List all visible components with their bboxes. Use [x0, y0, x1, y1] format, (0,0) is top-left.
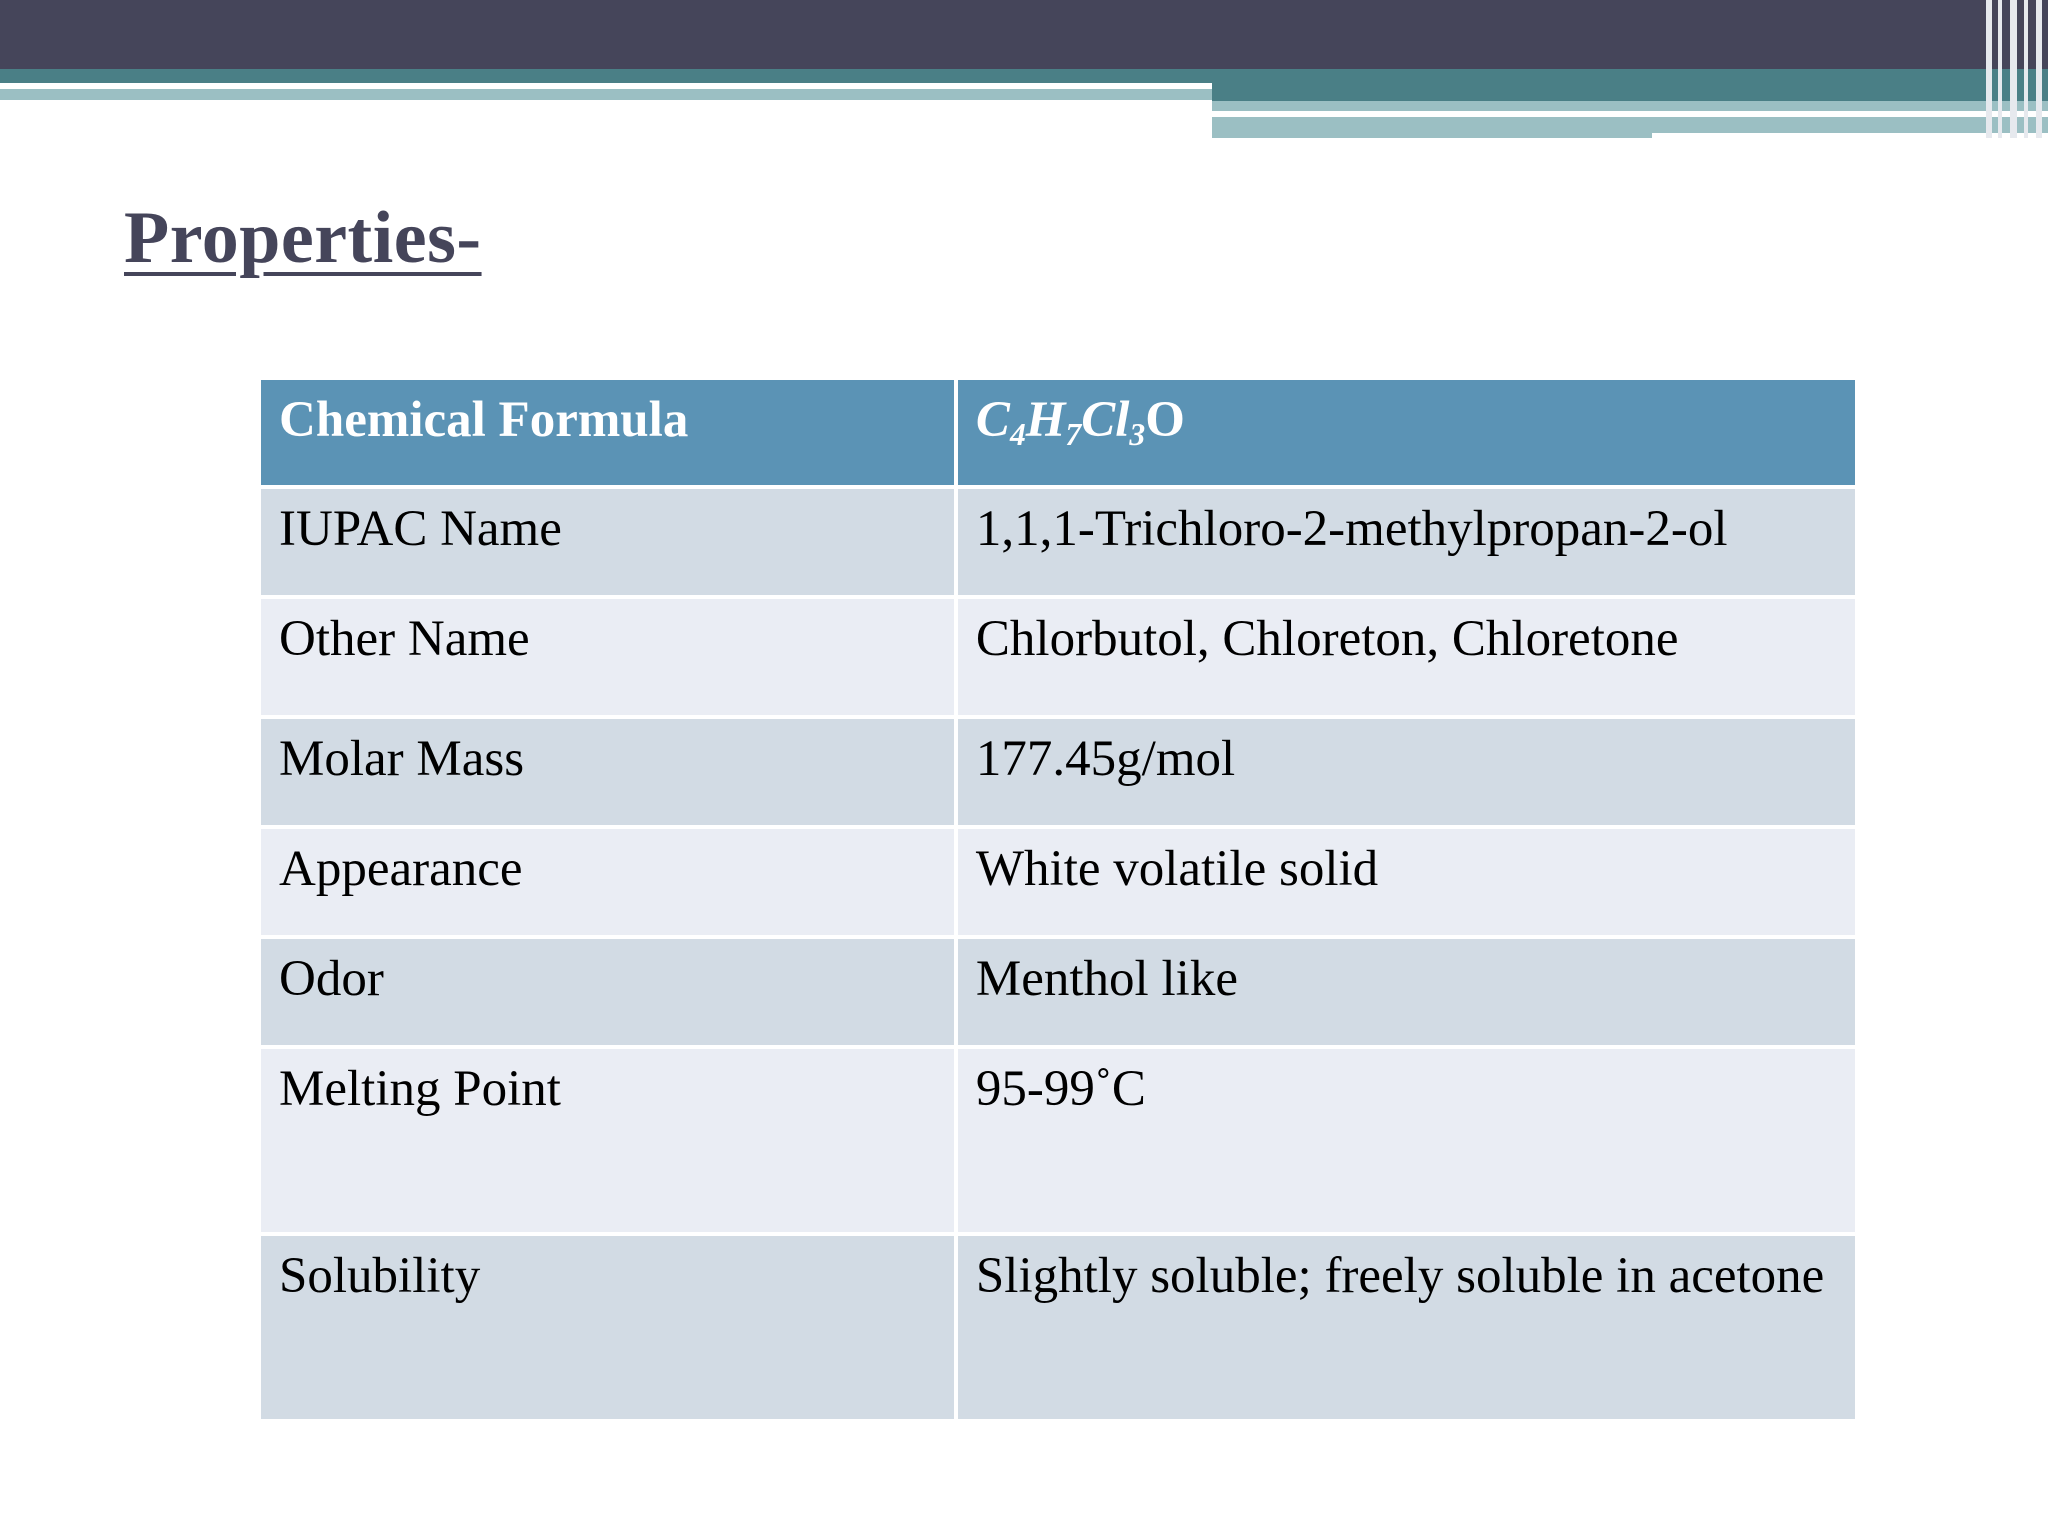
banner-light-band-lower	[1212, 117, 1652, 138]
top-banner	[0, 0, 2048, 140]
formula-carbon: C	[975, 392, 1010, 448]
banner-light-band-left	[0, 89, 1212, 100]
property-value: Chlorbutol, Chloreton, Chloretone	[956, 597, 1857, 717]
table-row	[259, 1047, 1857, 1234]
property-label: Appearance	[259, 827, 956, 937]
property-label: IUPAC Name	[259, 487, 956, 597]
table-row	[259, 717, 1857, 827]
property-value: Slightly soluble; freely soluble in acetone	[956, 1234, 1857, 1421]
banner-dark-band	[0, 0, 2048, 69]
properties-table	[257, 376, 1859, 1423]
formula-carbon-count: 4	[1009, 416, 1026, 452]
property-label: Odor	[259, 937, 956, 1047]
banner-stripe	[1986, 0, 1992, 138]
table-row	[259, 487, 1857, 597]
formula-oxygen: O	[1145, 392, 1185, 448]
banner-stripe	[2036, 0, 2042, 138]
property-value: 177.45g/mol	[956, 717, 1857, 827]
table-row	[259, 827, 1857, 937]
banner-teal-band-right	[1212, 83, 2048, 101]
formula-chlorine-count: 3	[1129, 416, 1146, 452]
property-value: 1,1,1-Trichloro-2-methylpropan-2-ol	[956, 487, 1857, 597]
banner-light-band-right	[1212, 101, 2048, 111]
chemical-formula-cell	[956, 378, 1857, 487]
header-label-cell: Chemical Formula	[259, 378, 956, 487]
table-row	[259, 937, 1857, 1047]
table-row	[259, 597, 1857, 717]
property-value: Menthol like	[956, 937, 1857, 1047]
formula-chlorine: Cl	[1081, 392, 1130, 448]
property-label: Solubility	[259, 1234, 956, 1421]
slide-title: Properties-	[124, 197, 482, 279]
property-label: Other Name	[259, 597, 956, 717]
table-row	[259, 1234, 1857, 1421]
property-value: 95-99˚C	[956, 1047, 1857, 1234]
property-label: Molar Mass	[259, 717, 956, 827]
banner-stripe	[2010, 0, 2017, 138]
banner-teal-band	[0, 69, 2048, 83]
formula-hydrogen: H	[1025, 392, 1066, 448]
table-header-row	[259, 378, 1857, 487]
banner-stripe	[2024, 0, 2028, 138]
property-label: Melting Point	[259, 1047, 956, 1234]
banner-stripe	[1998, 0, 2002, 138]
property-value: White volatile solid	[956, 827, 1857, 937]
formula-hydrogen-count: 7	[1065, 416, 1082, 452]
